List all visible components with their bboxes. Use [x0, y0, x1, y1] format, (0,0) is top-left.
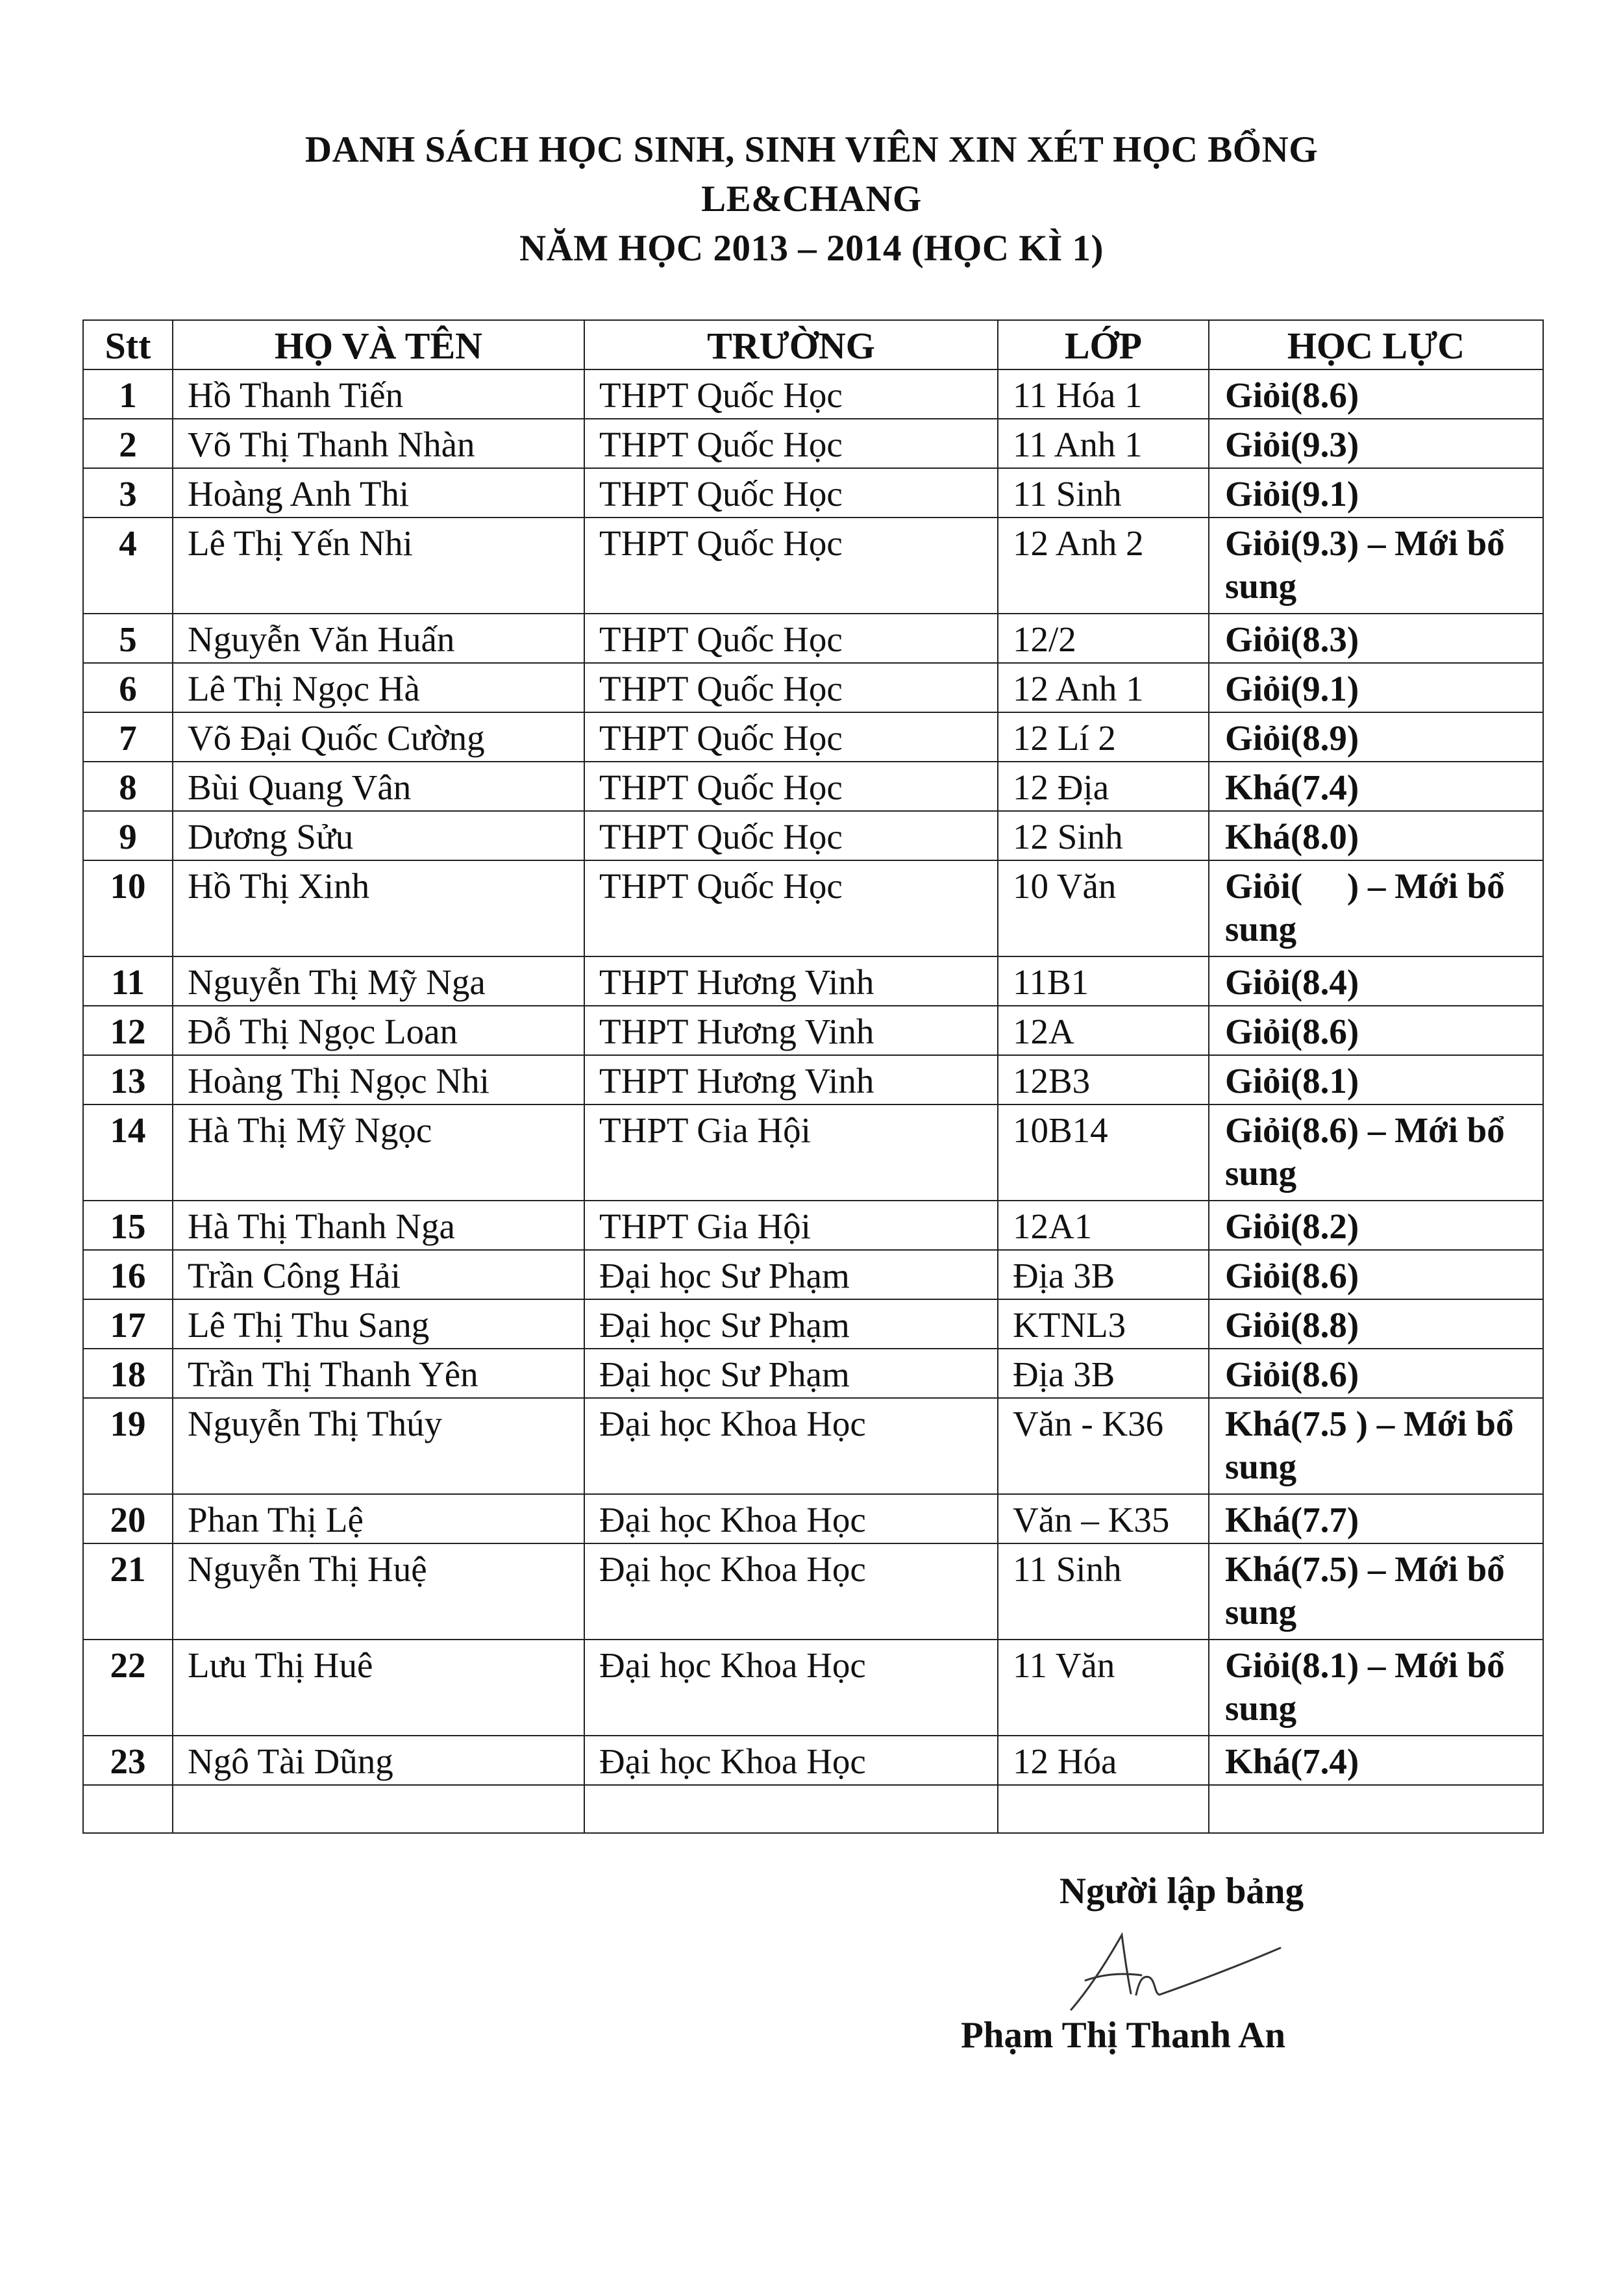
cell-school: THPT Hương Vinh	[584, 956, 998, 1006]
student-table	[82, 319, 1544, 1834]
table-row	[83, 468, 1543, 518]
empty-cell	[83, 1785, 173, 1833]
table-row	[83, 369, 1543, 419]
cell-grade: Khá(8.0)	[1209, 811, 1543, 860]
cell-grade: Giỏi(8.9)	[1209, 712, 1543, 762]
cell-name: Bùi Quang Vân	[173, 762, 584, 811]
cell-stt: 10	[83, 860, 173, 956]
table-header-row	[83, 320, 1543, 369]
cell-grade: Giỏi(9.3) – Mới bổ sung	[1209, 518, 1543, 614]
cell-class: 12 Lí 2	[998, 712, 1209, 762]
table-row	[83, 811, 1543, 860]
cell-grade: Giỏi(8.6)	[1209, 369, 1543, 419]
table-row	[83, 419, 1543, 468]
signer-name: Phạm Thị Thanh An	[960, 2015, 1286, 2056]
cell-name: Hoàng Anh Thi	[173, 468, 584, 518]
document-title: DANH SÁCH HỌC SINH, SINH VIÊN XIN XÉT HỌC BỔNG	[304, 129, 1319, 170]
cell-grade: Giỏi(8.6)	[1209, 1250, 1543, 1299]
cell-stt: 22	[83, 1640, 173, 1736]
empty-cell	[173, 1785, 584, 1833]
cell-school: Đại học Sư Phạm	[584, 1349, 998, 1398]
cell-name: Nguyễn Văn Huấn	[173, 614, 584, 663]
cell-class: 12 Hóa	[998, 1736, 1209, 1785]
cell-stt: 8	[83, 762, 173, 811]
cell-stt: 5	[83, 614, 173, 663]
cell-school: Đại học Khoa Học	[584, 1640, 998, 1736]
cell-stt: 17	[83, 1299, 173, 1349]
empty-cell	[1209, 1785, 1543, 1833]
table-row	[83, 956, 1543, 1006]
cell-school: Đại học Khoa Học	[584, 1543, 998, 1640]
header-class: LỚP	[998, 320, 1209, 369]
table-row	[83, 1494, 1543, 1543]
header-grade: HỌC LỰC	[1209, 320, 1543, 369]
cell-class: Địa 3B	[998, 1250, 1209, 1299]
cell-stt: 2	[83, 419, 173, 468]
cell-name: Lưu Thị Huê	[173, 1640, 584, 1736]
cell-grade: Khá(7.7)	[1209, 1494, 1543, 1543]
cell-school: Đại học Sư Phạm	[584, 1299, 998, 1349]
cell-name: Hà Thị Mỹ Ngọc	[173, 1104, 584, 1201]
cell-name: Lê Thị Ngọc Hà	[173, 663, 584, 712]
cell-stt: 3	[83, 468, 173, 518]
cell-grade: Khá(7.4)	[1209, 762, 1543, 811]
cell-class: 12B3	[998, 1055, 1209, 1104]
table-row	[83, 614, 1543, 663]
cell-stt: 4	[83, 518, 173, 614]
cell-stt: 15	[83, 1201, 173, 1250]
cell-stt: 9	[83, 811, 173, 860]
cell-stt: 11	[83, 956, 173, 1006]
cell-grade: Giỏi( ) – Mới bổ sung	[1209, 860, 1543, 956]
cell-stt: 1	[83, 369, 173, 419]
cell-grade: Giỏi(8.6)	[1209, 1349, 1543, 1398]
cell-grade: Khá(7.5 ) – Mới bổ sung	[1209, 1398, 1543, 1494]
table-row	[83, 518, 1543, 614]
cell-class: 10B14	[998, 1104, 1209, 1201]
cell-name: Nguyễn Thị Huệ	[173, 1543, 584, 1640]
cell-school: THPT Quốc Học	[584, 860, 998, 956]
table-row	[83, 1104, 1543, 1201]
cell-class: KTNL3	[998, 1299, 1209, 1349]
cell-class: 11 Anh 1	[998, 419, 1209, 468]
cell-stt: 6	[83, 663, 173, 712]
cell-class: 11 Sinh	[998, 468, 1209, 518]
cell-name: Dương Sửu	[173, 811, 584, 860]
cell-stt: 12	[83, 1006, 173, 1055]
cell-stt: 19	[83, 1398, 173, 1494]
cell-school: Đại học Sư Phạm	[584, 1250, 998, 1299]
cell-school: THPT Hương Vinh	[584, 1055, 998, 1104]
cell-class: Văn - K36	[998, 1398, 1209, 1494]
cell-grade: Giỏi(8.4)	[1209, 956, 1543, 1006]
cell-class: 11 Hóa 1	[998, 369, 1209, 419]
cell-name: Phan Thị Lệ	[173, 1494, 584, 1543]
cell-school: Đại học Khoa Học	[584, 1736, 998, 1785]
cell-grade: Giỏi(9.1)	[1209, 663, 1543, 712]
school-year: NĂM HỌC 2013 – 2014 (HỌC KÌ 1)	[519, 228, 1104, 269]
table-row-empty	[83, 1785, 1543, 1833]
cell-grade: Giỏi(8.2)	[1209, 1201, 1543, 1250]
cell-class: 12A1	[998, 1201, 1209, 1250]
cell-school: THPT Hương Vinh	[584, 1006, 998, 1055]
cell-school: THPT Quốc Học	[584, 663, 998, 712]
table-row	[83, 1640, 1543, 1736]
cell-name: Hà Thị Thanh Nga	[173, 1201, 584, 1250]
cell-name: Trần Công Hải	[173, 1250, 584, 1299]
cell-class: 11 Sinh	[998, 1543, 1209, 1640]
cell-grade: Giỏi(9.3)	[1209, 419, 1543, 468]
cell-school: THPT Gia Hội	[584, 1201, 998, 1250]
cell-grade: Giỏi(8.3)	[1209, 614, 1543, 663]
cell-class: 11 Văn	[998, 1640, 1209, 1736]
cell-school: Đại học Khoa Học	[584, 1494, 998, 1543]
cell-class: 12/2	[998, 614, 1209, 663]
header-name: HỌ VÀ TÊN	[173, 320, 584, 369]
cell-grade: Giỏi(8.1)	[1209, 1055, 1543, 1104]
table-row	[83, 663, 1543, 712]
cell-name: Võ Đại Quốc Cường	[173, 712, 584, 762]
table-row	[83, 1736, 1543, 1785]
table-row	[83, 1299, 1543, 1349]
cell-class: 12 Anh 1	[998, 663, 1209, 712]
handwritten-signature	[1045, 1915, 1292, 2026]
header-stt: Stt	[83, 320, 173, 369]
header-school: TRƯỜNG	[584, 320, 998, 369]
cell-class: 12 Sinh	[998, 811, 1209, 860]
scholarship-name: LE&CHANG	[701, 179, 922, 219]
empty-cell	[584, 1785, 998, 1833]
cell-school: THPT Quốc Học	[584, 811, 998, 860]
cell-school: THPT Quốc Học	[584, 762, 998, 811]
cell-grade: Khá(7.5) – Mới bổ sung	[1209, 1543, 1543, 1640]
cell-stt: 18	[83, 1349, 173, 1398]
cell-stt: 16	[83, 1250, 173, 1299]
cell-stt: 7	[83, 712, 173, 762]
table-row	[83, 1055, 1543, 1104]
cell-name: Hoàng Thị Ngọc Nhi	[173, 1055, 584, 1104]
cell-school: THPT Quốc Học	[584, 419, 998, 468]
cell-class: 12 Địa	[998, 762, 1209, 811]
cell-name: Nguyễn Thị Thúy	[173, 1398, 584, 1494]
cell-school: THPT Quốc Học	[584, 468, 998, 518]
cell-stt: 20	[83, 1494, 173, 1543]
signer-role: Người lập bảng	[1059, 1871, 1304, 1912]
cell-class: 11B1	[998, 956, 1209, 1006]
cell-grade: Giỏi(8.8)	[1209, 1299, 1543, 1349]
cell-grade: Giỏi(8.6)	[1209, 1006, 1543, 1055]
cell-name: Lê Thị Yến Nhi	[173, 518, 584, 614]
cell-school: THPT Quốc Học	[584, 369, 998, 419]
cell-class: 12A	[998, 1006, 1209, 1055]
cell-stt: 21	[83, 1543, 173, 1640]
table-row	[83, 860, 1543, 956]
cell-school: THPT Gia Hội	[584, 1104, 998, 1201]
cell-school: Đại học Khoa Học	[584, 1398, 998, 1494]
cell-name: Lê Thị Thu Sang	[173, 1299, 584, 1349]
cell-class: Văn – K35	[998, 1494, 1209, 1543]
cell-class: 10 Văn	[998, 860, 1209, 956]
table-row	[83, 1398, 1543, 1494]
cell-stt: 23	[83, 1736, 173, 1785]
cell-name: Ngô Tài Dũng	[173, 1736, 584, 1785]
cell-stt: 14	[83, 1104, 173, 1201]
table-row	[83, 1250, 1543, 1299]
table-row	[83, 1201, 1543, 1250]
cell-grade: Giỏi(8.1) – Mới bổ sung	[1209, 1640, 1543, 1736]
table-row	[83, 1543, 1543, 1640]
cell-grade: Giỏi(8.6) – Mới bổ sung	[1209, 1104, 1543, 1201]
cell-grade: Khá(7.4)	[1209, 1736, 1543, 1785]
cell-name: Võ Thị Thanh Nhàn	[173, 419, 584, 468]
cell-name: Nguyễn Thị Mỹ Nga	[173, 956, 584, 1006]
empty-cell	[998, 1785, 1209, 1833]
cell-school: THPT Quốc Học	[584, 614, 998, 663]
cell-grade: Giỏi(9.1)	[1209, 468, 1543, 518]
cell-class: 12 Anh 2	[998, 518, 1209, 614]
cell-class: Địa 3B	[998, 1349, 1209, 1398]
cell-school: THPT Quốc Học	[584, 712, 998, 762]
cell-name: Hồ Thị Xinh	[173, 860, 584, 956]
cell-stt: 13	[83, 1055, 173, 1104]
table-row	[83, 712, 1543, 762]
cell-school: THPT Quốc Học	[584, 518, 998, 614]
cell-name: Trần Thị Thanh Yên	[173, 1349, 584, 1398]
table-row	[83, 1006, 1543, 1055]
table-row	[83, 762, 1543, 811]
cell-name: Hồ Thanh Tiến	[173, 369, 584, 419]
cell-name: Đỗ Thị Ngọc Loan	[173, 1006, 584, 1055]
table-row	[83, 1349, 1543, 1398]
